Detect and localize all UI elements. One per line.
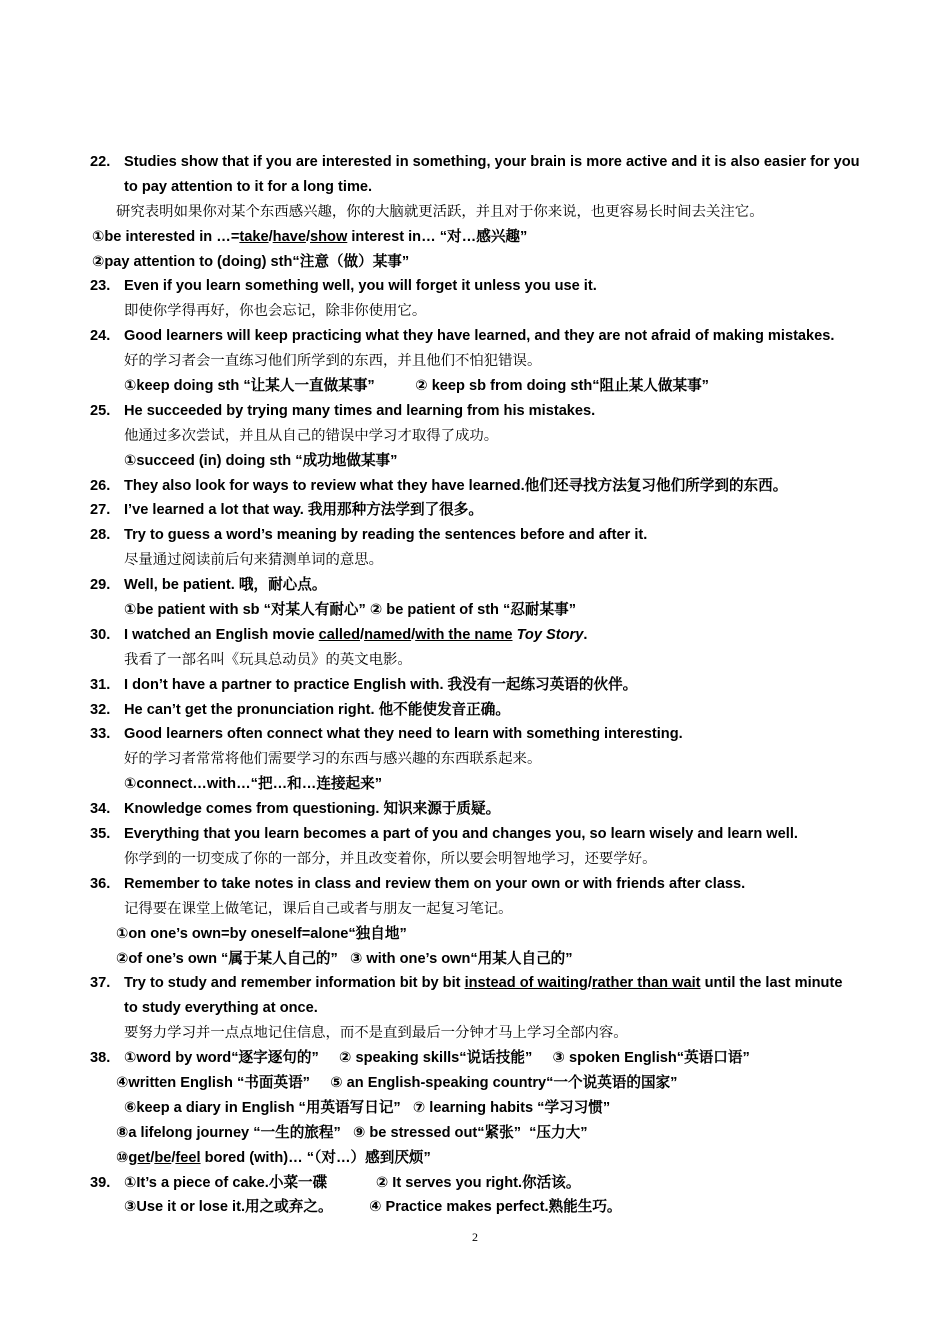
item-text: Try to study and remember information bit by bit instead of waiting/rather than wait until the last minute <box>124 975 843 992</box>
note-text: ①be interested in …=take/have/show interest in… “对…感兴趣” <box>92 228 528 245</box>
item-34 <box>0 797 950 822</box>
phrase-list: ④written English “书面英语” ⑤ an English-speaking country“一个说英语的国家” <box>116 1074 678 1091</box>
phrase-list: ⑥keep a diary in English “用英语写日记” ⑦ learning habits “学习习惯” <box>124 1099 611 1116</box>
item-35 <box>0 822 950 847</box>
item-text: Even if you learn something well, you will forget it unless you use it. <box>124 278 597 295</box>
item-text: I don’t have a partner to practice English with. 我没有一起练习英语的伙伴。 <box>124 676 638 693</box>
item-25-note <box>0 449 950 474</box>
item-33 <box>0 722 950 747</box>
translation-text: 好的学习者会一直练习他们所学到的东西，并且他们不怕犯错误。 <box>124 353 542 370</box>
item-38-line-5 <box>0 1146 950 1171</box>
item-33-note <box>0 772 950 797</box>
item-36-translation <box>0 897 950 922</box>
item-24-translation <box>0 349 950 374</box>
item-38-line-3 <box>0 1096 950 1121</box>
note-text: ②pay attention to (doing) sth“注意（做）某事” <box>92 253 410 270</box>
note-text: ①keep doing sth “让某人一直做某事” ② keep sb from doing sth“阻止某人做某事” <box>124 378 709 395</box>
item-29 <box>0 573 950 598</box>
item-26 <box>0 474 950 499</box>
phrase-list: ⑧a lifelong journey “一生的旅程” ⑨ be stressed out“紧张” “压力大” <box>116 1124 588 1141</box>
item-25 <box>0 399 950 424</box>
item-30 <box>0 623 950 648</box>
phrase-list: ①word by word“逐字逐句的” ② speaking skills“说话技能” ③ spoken English“英语口语” <box>124 1050 750 1067</box>
item-23-translation <box>0 299 950 324</box>
item-number: 24. <box>90 328 111 345</box>
translation-text: 研究表明如果你对某个东西感兴趣，你的大脑就更活跃，并且对于你来说，也更容易长时间去关注它。 <box>116 203 764 220</box>
translation-text: 好的学习者常常将他们需要学习的东西与感兴趣的东西联系起来。 <box>124 751 542 768</box>
note-text: ①succeed (in) doing sth “成功地做某事” <box>124 452 398 469</box>
translation-text: 即使你学得再好，你也会忘记，除非你使用它。 <box>124 303 427 320</box>
item-text: to study everything at once. <box>124 1000 318 1017</box>
item-number: 32. <box>90 701 111 718</box>
item-text: Good learners often connect what they need to learn with something interesting. <box>124 726 683 743</box>
item-24-note <box>0 374 950 399</box>
item-text: Knowledge comes from questioning. 知识来源于质疑。 <box>124 801 501 818</box>
item-number: 23. <box>90 278 111 295</box>
item-37 <box>0 971 950 996</box>
item-37-line-2 <box>0 996 950 1021</box>
item-text: Try to guess a word’s meaning by reading the sentences before and after it. <box>124 527 648 544</box>
item-text: He succeeded by trying many times and learning from his mistakes. <box>124 402 596 419</box>
translation-text: 他通过多次尝试，并且从自己的错误中学习才取得了成功。 <box>124 427 499 444</box>
item-30-translation <box>0 648 950 673</box>
item-36-note-1 <box>0 922 950 947</box>
item-number: 26. <box>90 477 111 494</box>
note-text: ①be patient with sb “对某人有耐心” ② be patient of sth “忍耐某事” <box>124 602 576 619</box>
item-number: 37. <box>90 975 111 992</box>
phrase-list: ①It’s a piece of cake.小菜一碟 ② It serves you right.你活该。 <box>124 1174 581 1191</box>
item-22-line-1 <box>0 150 950 175</box>
item-32 <box>0 698 950 723</box>
item-29-note <box>0 598 950 623</box>
translation-text: 要努力学习并一点点地记住信息，而不是直到最后一分钟才马上学习全部内容。 <box>124 1025 628 1042</box>
item-number: 34. <box>90 801 111 818</box>
note-text: ①on one’s own=by oneself=alone“独自地” <box>116 925 407 942</box>
item-31 <box>0 673 950 698</box>
item-number: 22. <box>90 154 111 170</box>
item-number: 25. <box>90 402 111 419</box>
item-number: 27. <box>90 502 111 519</box>
note-text: ①connect…with…“把…和…连接起来” <box>124 776 383 793</box>
item-37-translation <box>0 1021 950 1046</box>
item-number: 35. <box>90 826 111 843</box>
item-22-note-2 <box>0 250 950 275</box>
page-number: 2 <box>472 1230 478 1244</box>
item-38-line-4 <box>0 1121 950 1146</box>
translation-text: 记得要在课堂上做笔记，课后自己或者与朋友一起复习笔记。 <box>124 900 513 917</box>
item-22-translation <box>0 200 950 225</box>
item-38 <box>0 1046 950 1071</box>
item-text: I’ve learned a lot that way. 我用那种方法学到了很多。 <box>124 502 483 519</box>
phrase-list: ③Use it or lose it.用之或弃之。 ④ Practice makes perfect.熟能生巧。 <box>124 1199 622 1216</box>
item-number: 31. <box>90 676 111 693</box>
item-39 <box>0 1171 950 1196</box>
item-36-note-2 <box>0 947 950 972</box>
item-number: 36. <box>90 875 111 892</box>
translation-text: 你学到的一切变成了你的一部分，并且改变着你，所以要会明智地学习，还要学好。 <box>124 850 657 867</box>
item-33-translation <box>0 747 950 772</box>
item-35-translation <box>0 847 950 872</box>
item-39-line-2 <box>0 1195 950 1220</box>
item-text: Good learners will keep practicing what they have learned, and they are not afraid of making mistakes. <box>124 328 835 345</box>
item-text: They also look for ways to review what they have learned.他们还寻找方法复习他们所学到的东西。 <box>124 477 788 494</box>
item-28 <box>0 523 950 548</box>
item-27 <box>0 498 950 523</box>
item-38-line-2 <box>0 1071 950 1096</box>
note-text: ②of one’s own “属于某人自己的” ③ with one’s own“用某人自己的” <box>116 950 573 967</box>
item-24 <box>0 324 950 349</box>
translation-text: 我看了一部名叫《玩具总动员》的英文电影。 <box>124 651 412 668</box>
item-text: I watched an English movie called/named/with the name Toy Story. <box>124 626 588 643</box>
document-page <box>0 150 950 1220</box>
item-number: 28. <box>90 527 111 544</box>
item-28-translation <box>0 548 950 573</box>
translation-text: 尽量通过阅读前后句来猜测单词的意思。 <box>124 552 384 569</box>
item-text: Remember to take notes in class and review them on your own or with friends after class. <box>124 875 746 892</box>
item-number: 33. <box>90 726 111 743</box>
item-number: 29. <box>90 577 111 594</box>
item-22-note-1 <box>0 225 950 250</box>
item-text: He can’t get the pronunciation right. 他不能使发音正确。 <box>124 701 510 718</box>
item-text: Everything that you learn becomes a part of you and changes you, so learn wisely and learn well. <box>124 826 798 843</box>
item-25-translation <box>0 424 950 449</box>
item-36 <box>0 872 950 897</box>
phrase-list: ⑩get/be/feel bored (with)… “（对…）感到厌烦” <box>116 1149 431 1166</box>
item-number: 38. <box>90 1050 111 1067</box>
item-number: 30. <box>90 626 111 643</box>
item-number: 39. <box>90 1174 111 1191</box>
item-22-line-2 <box>0 175 950 200</box>
item-text: Studies show that if you are interested in something, your brain is more active and it is also easier for you <box>124 154 860 170</box>
item-text: to pay attention to it for a long time. <box>124 178 373 195</box>
item-text: Well, be patient. 哦，耐心点。 <box>124 577 327 594</box>
item-23 <box>0 274 950 299</box>
